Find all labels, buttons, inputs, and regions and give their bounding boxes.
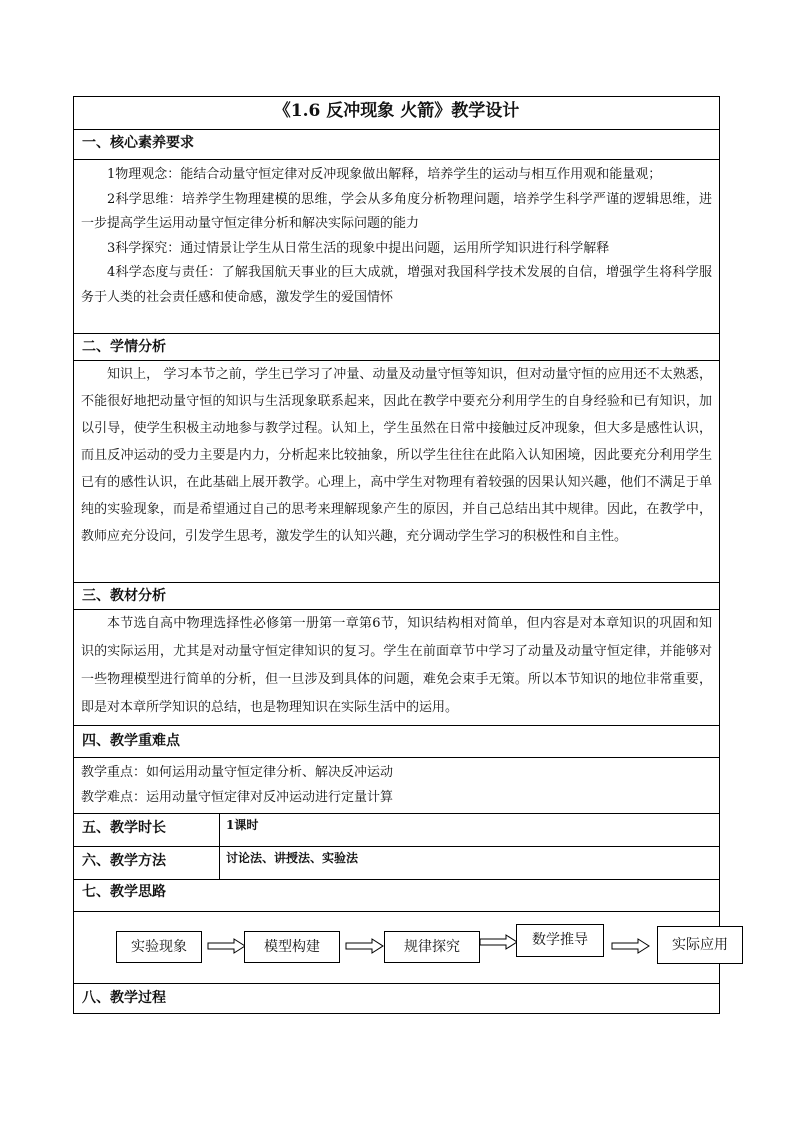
core-item: 3科学探究：通过情景让学生从日常生活的现象中提出问题，运用所学知识进行科学解释 [107,240,610,256]
flow-step: 数学推导 [516,924,604,957]
paragraph: 本节选自高中物理选择性必修第一册第一章第6节，知识结构相对简单，但内容是对本章知识的巩固和知识的实际运用，尤其是对动量守恒定律知识的复习。学生在前面章节中学习了动量及动量守恒定律，并能够对一些物理模型进行简单的分析，但一旦涉及到具体的问题，难免会束手无策。所以本节知识的地位非常重要，即是对本章所学知识的总结，也是物理知识在实际生活中的运用。 [81,616,712,715]
arrow-right-icon [345,938,385,954]
section-heading: 一、核心素养要求 [82,135,194,151]
teaching-focus: 教学重点：如何运用动量守恒定律分析、解决反冲运动 [81,765,394,780]
student-analysis-text [74,361,719,550]
arrow-right-icon [479,934,519,950]
flow-step: 规律探究 [384,931,480,963]
textbook-body-row [74,610,719,726]
core-item: 2科学思维：培养学生物理建模的思维，学会从多角度分析物理问题，培养学生科学严谨的逻辑思维，进一步提高学生运用动量守恒定律分析和解决实际问题的能力 [81,191,712,231]
process-heading-row [74,984,719,1013]
section-heading: 七、教学思路 [82,884,166,900]
core-literacy-list [74,160,719,310]
method-label: 六、教学方法 [82,853,166,869]
method-value: 讨论法、讲授法、实验法 [226,851,359,865]
flow-step: 实际应用 [657,926,743,964]
section-heading: 三、教材分析 [82,588,166,604]
students-body-row [74,361,719,583]
section-heading: 四、教学重难点 [82,733,180,749]
core-body-row [74,160,719,334]
flow-step: 实验现象 [116,931,202,963]
approach-heading-row [74,880,719,912]
duration-value: 1课时 [226,818,259,832]
core-heading-row [74,130,719,160]
paragraph: 知识上， 学习本节之前，学生已学习了冲量、动量及动量守恒等知识，但对动量守恒的应用还不太熟悉，不能很好地把动量守恒的知识与生活现象联系起来，因此在教学中要充分利用学生的自身经验和已有知识，加以引导，使学生积极主动地参与教学过程。认知上，学生虽然在日常中接触过反冲现象，但大多是感性认识，而且反冲运动的受力主要是内力，分析起来比较抽象，所以学生往往在此陷入认知困境，因此要充分利用学生已有的感性认识，在此基础上展开教学。心理上，高中学生对物理有着较强的因果认知兴趣，他们不满足于单纯的实验现象，而是希望通过自己的思考来理解现象产生的原因，并自己总结出其中规律。因此，在教学中，教师应充分设问，引发学生思考，激发学生的认知兴趣，充分调动学生学习的积极性和自主性。 [81,367,712,544]
title-row [74,97,719,130]
flow-step: 模型构建 [244,931,340,963]
method-row [74,847,719,880]
arrow-right-icon [611,938,651,954]
column-divider [219,847,220,879]
students-heading-row [74,334,719,361]
duration-label: 五、教学时长 [82,820,166,836]
core-item: 4科学态度与责任：了解我国航天事业的巨大成就，增强对我国科学技术发展的自信，增强学生将科学服务于人类的社会责任感和使命感，激发学生的爱国情怀 [81,265,712,305]
key-points-list [74,758,719,810]
column-divider [219,814,220,846]
approach-flow-row [74,912,728,984]
document-title: 《1.6 反冲现象 火箭》教学设计 [273,101,520,121]
keypoints-body-row [74,758,719,814]
core-item: 1物理观念：能结合动量守恒定律对反冲现象做出解释，培养学生的运动与相互作用观和能量观； [107,167,662,182]
teaching-difficulty: 教学难点：运用动量守恒定律对反冲运动进行定量计算 [81,790,394,805]
lesson-plan-table [73,96,728,1014]
arrow-right-icon [207,938,247,954]
textbook-analysis-text [74,610,719,722]
keypoints-heading-row [74,726,719,758]
duration-row [74,814,719,847]
section-heading: 八、教学过程 [82,990,166,1006]
textbook-heading-row [74,583,719,610]
section-heading: 二、学情分析 [82,339,166,355]
